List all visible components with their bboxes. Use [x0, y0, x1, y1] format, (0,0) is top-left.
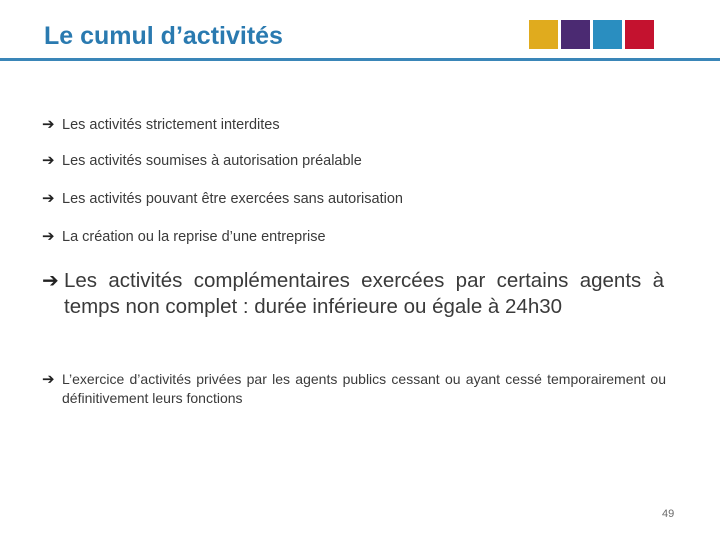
- bullet-item: [42, 151, 672, 171]
- arrow-right-icon: ➔: [42, 190, 55, 207]
- bullet-item: [42, 189, 672, 209]
- bullet-item: [42, 268, 672, 320]
- bullet-text: L’exercice d’activités privées par les agents publics cessant ou ayant cessé temporairement ou définitivement leurs fonctions: [62, 371, 666, 406]
- accent-squares: [529, 20, 654, 49]
- bullet-text: Les activités strictement interdites: [62, 117, 280, 133]
- arrow-right-icon: ➔: [42, 371, 55, 388]
- arrow-right-icon: ➔: [42, 228, 55, 245]
- accent-square-red: [625, 20, 654, 49]
- bullet-item: [42, 370, 672, 408]
- bullet-item: [42, 115, 672, 135]
- arrow-right-icon: ➔: [42, 270, 59, 292]
- bullet-item: [42, 227, 672, 247]
- bullet-text: Les activités soumises à autorisation préalable: [62, 153, 362, 169]
- accent-square-purple: [561, 20, 590, 49]
- bullet-text: Les activités complémentaires exercées par certains agents à temps non complet : durée inférieure ou égale à 24h30: [64, 269, 664, 318]
- page-number: 49: [662, 508, 675, 520]
- arrow-right-icon: ➔: [42, 116, 55, 133]
- accent-square-blue: [593, 20, 622, 49]
- bullet-text: La création ou la reprise d’une entreprise: [62, 229, 326, 245]
- slide-title: Le cumul d’activités: [44, 22, 283, 50]
- accent-square-gold: [529, 20, 558, 49]
- bullet-text: Les activités pouvant être exercées sans autorisation: [62, 191, 403, 207]
- arrow-right-icon: ➔: [42, 152, 55, 169]
- title-underline: [0, 58, 720, 61]
